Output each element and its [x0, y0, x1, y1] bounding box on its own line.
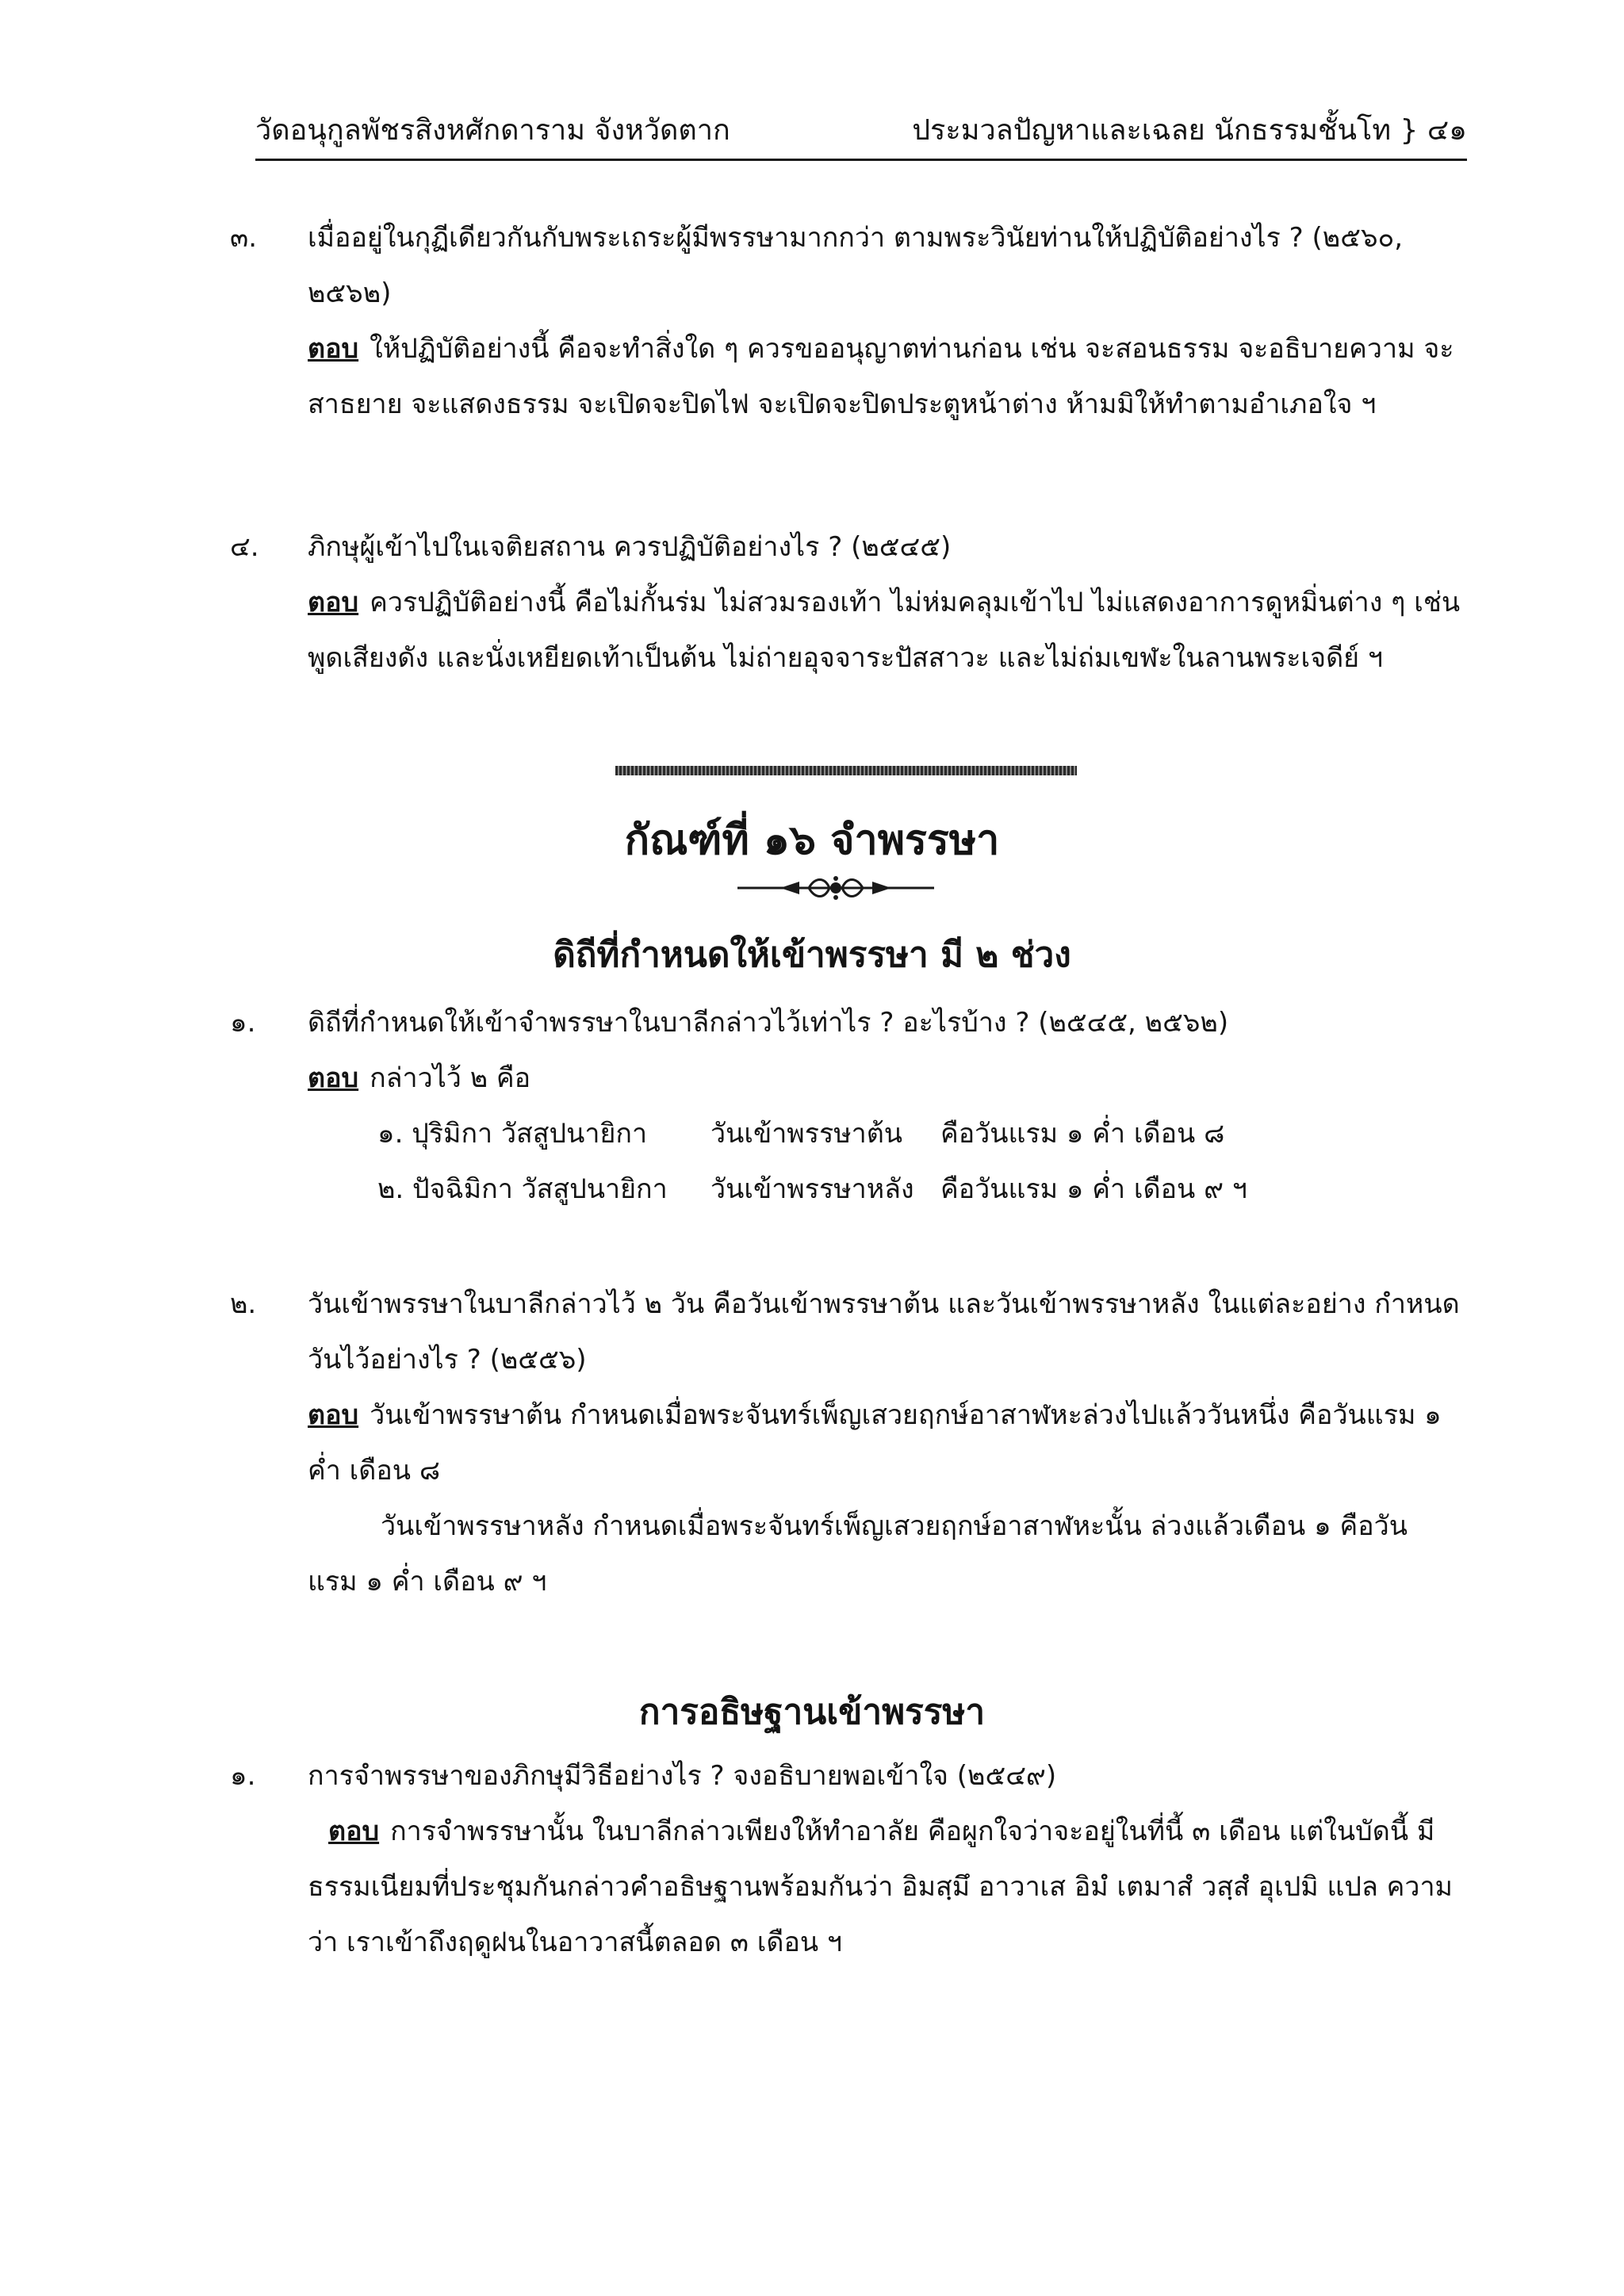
- question-text: ดิถีที่กำหนดให้เข้าจำพรรษาในบาลีกล่าวไว้เท่าไร ? อะไรบ้าง ? (๒๕๔๕, ๒๕๖๒): [308, 1007, 1229, 1039]
- answer-paragraph-continued: วันเข้าพรรษาหลัง กำหนดเมื่อพระจันทร์เพ็ญเสวยฤกษ์อาสาฬหะนั้น ล่วงแล้วเดือน ๑ คือวัน: [381, 1510, 1408, 1542]
- chapter-title: กัณฑ์ที่ ๑๖ จำพรรษา: [624, 817, 1000, 864]
- list-item: [377, 1106, 1224, 1161]
- answer-paragraph: [308, 1387, 1467, 1498]
- question-number: ๑.: [230, 1760, 256, 1792]
- answer-label: ตอบ: [308, 587, 359, 618]
- answer-label: ตอบ: [308, 333, 359, 365]
- answer-text: กล่าวไว้ ๒ คือ: [370, 1062, 531, 1094]
- list-item-name: วันเข้าพรรษาต้น: [710, 1118, 903, 1150]
- answer-text: ควรปฏิบัติอย่างนี้ คือไม่กั้นร่ม ไม่สวมรองเท้า ไม่ห่มคลุมเข้าไป ไม่แสดงอาการดูหมิ่นต่าง ๆ เช่นพูดเสียงดัง และนั่งเหยียดเท้าเป็นต้น ไม่ถ่ายอุจจาระปัสสาวะ และไม่ถ่มเขฬะในลานพระเจดีย์ ฯ: [308, 587, 1461, 674]
- header-right-text: ประมวลปัญหาและเฉลย นักธรรมชั้นโท } ๔๑: [912, 114, 1467, 147]
- answer-text: วันเข้าพรรษาต้น กำหนดเมื่อพระจันทร์เพ็ญเสวยฤกษ์อาสาฬหะล่วงไปแล้ววันหนึ่ง คือวันแรม ๑ ค่ำ เดือน ๘: [308, 1399, 1442, 1487]
- question-text: เมื่ออยู่ในกุฏีเดียวกันกับพระเถระผู้มีพรรษามากกว่า ตามพระวินัยท่านให้ปฏิบัติอย่างไร ? (๒๕๖๐, ๒๕๖๒): [308, 222, 1404, 309]
- answer-text: การจำพรรษานั้น ในบาลีกล่าวเพียงให้ทำอาลัย คือผูกใจว่าจะอยู่ในที่นี้ ๓ เดือน แต่ในบัดนี้ มีธรรมเนียมที่ประชุมกันกล่าวคำอธิษฐานพร้อมกันว่า อิมสฺมึ อาวาเส อิมํ เตมาสํ วสฺสํ อุเปมิ แปล ความว่า เราเข้าถึงฤดูฝนในอาวาสนี้ตลอด ๓ เดือน ฯ: [308, 1816, 1453, 1958]
- answer-paragraph: [308, 575, 1467, 686]
- question-number: ๓.: [230, 222, 258, 254]
- answer-text: ให้ปฏิบัติอย่างนี้ คือจะทำสิ่งใด ๆ ควรขออนุญาตท่านก่อน เช่น จะสอนธรรม จะอธิบายความ จะสาธยาย จะแสดงธรรม จะเปิดจะปิดไฟ จะเปิดจะปิดประตูหน้าต่าง ห้ามมิให้ทำตามอำเภอใจ ฯ: [308, 333, 1454, 420]
- answer-paragraph-continued-rest: แรม ๑ ค่ำ เดือน ๙ ฯ: [308, 1566, 547, 1598]
- list-item-name: วันเข้าพรรษาหลัง: [710, 1173, 914, 1205]
- answer-label: ตอบ: [308, 1062, 359, 1094]
- header-left-text: วัดอนุกูลพัชรสิงหศักดาราม จังหวัดตาก: [255, 114, 730, 147]
- question-text: วันเข้าพรรษาในบาลีกล่าวไว้ ๒ วัน คือวันเข้าพรรษาต้น และวันเข้าพรรษาหลัง ในแต่ละอย่าง กำหนดวันไว้อย่างไร ? (๒๕๕๖): [308, 1288, 1460, 1376]
- list-item-date: คือวันแรม ๑ ค่ำ เดือน ๘: [940, 1118, 1225, 1150]
- list-item: [377, 1161, 1247, 1217]
- question-text: ภิกษุผู้เข้าไปในเจติยสถาน ควรปฏิบัติอย่างไร ? (๒๕๔๕): [308, 531, 952, 563]
- question-text: การจำพรรษาของภิกษุมีวิธีอย่างไร ? จงอธิบายพอเข้าใจ (๒๕๔๙): [308, 1760, 1057, 1792]
- ornament-flourish-icon: [733, 872, 939, 904]
- list-item-term: ๑. ปุริมิกา วัสสูปนายิกา: [377, 1118, 648, 1150]
- answer-label: ตอบ: [308, 1399, 359, 1431]
- question-number: ๒.: [230, 1288, 257, 1320]
- list-item-term: ๒. ปัจฉิมิกา วัสสูปนายิกา: [377, 1173, 668, 1205]
- answer-paragraph: [308, 1050, 1467, 1106]
- answer-label: ตอบ: [328, 1816, 380, 1847]
- question-number: ๑.: [230, 1007, 256, 1039]
- section-divider: [615, 766, 1077, 775]
- list-item-date: คือวันแรม ๑ ค่ำ เดือน ๙ ฯ: [940, 1173, 1247, 1205]
- running-header: [255, 111, 1467, 161]
- answer-paragraph: [308, 1804, 1467, 1970]
- section-heading: การอธิษฐานเข้าพรรษา: [638, 1692, 986, 1732]
- question-number: ๔.: [230, 531, 259, 563]
- answer-paragraph: [308, 321, 1467, 432]
- section-heading: ดิถีที่กำหนดให้เข้าพรรษา มี ๒ ช่วง: [553, 935, 1071, 975]
